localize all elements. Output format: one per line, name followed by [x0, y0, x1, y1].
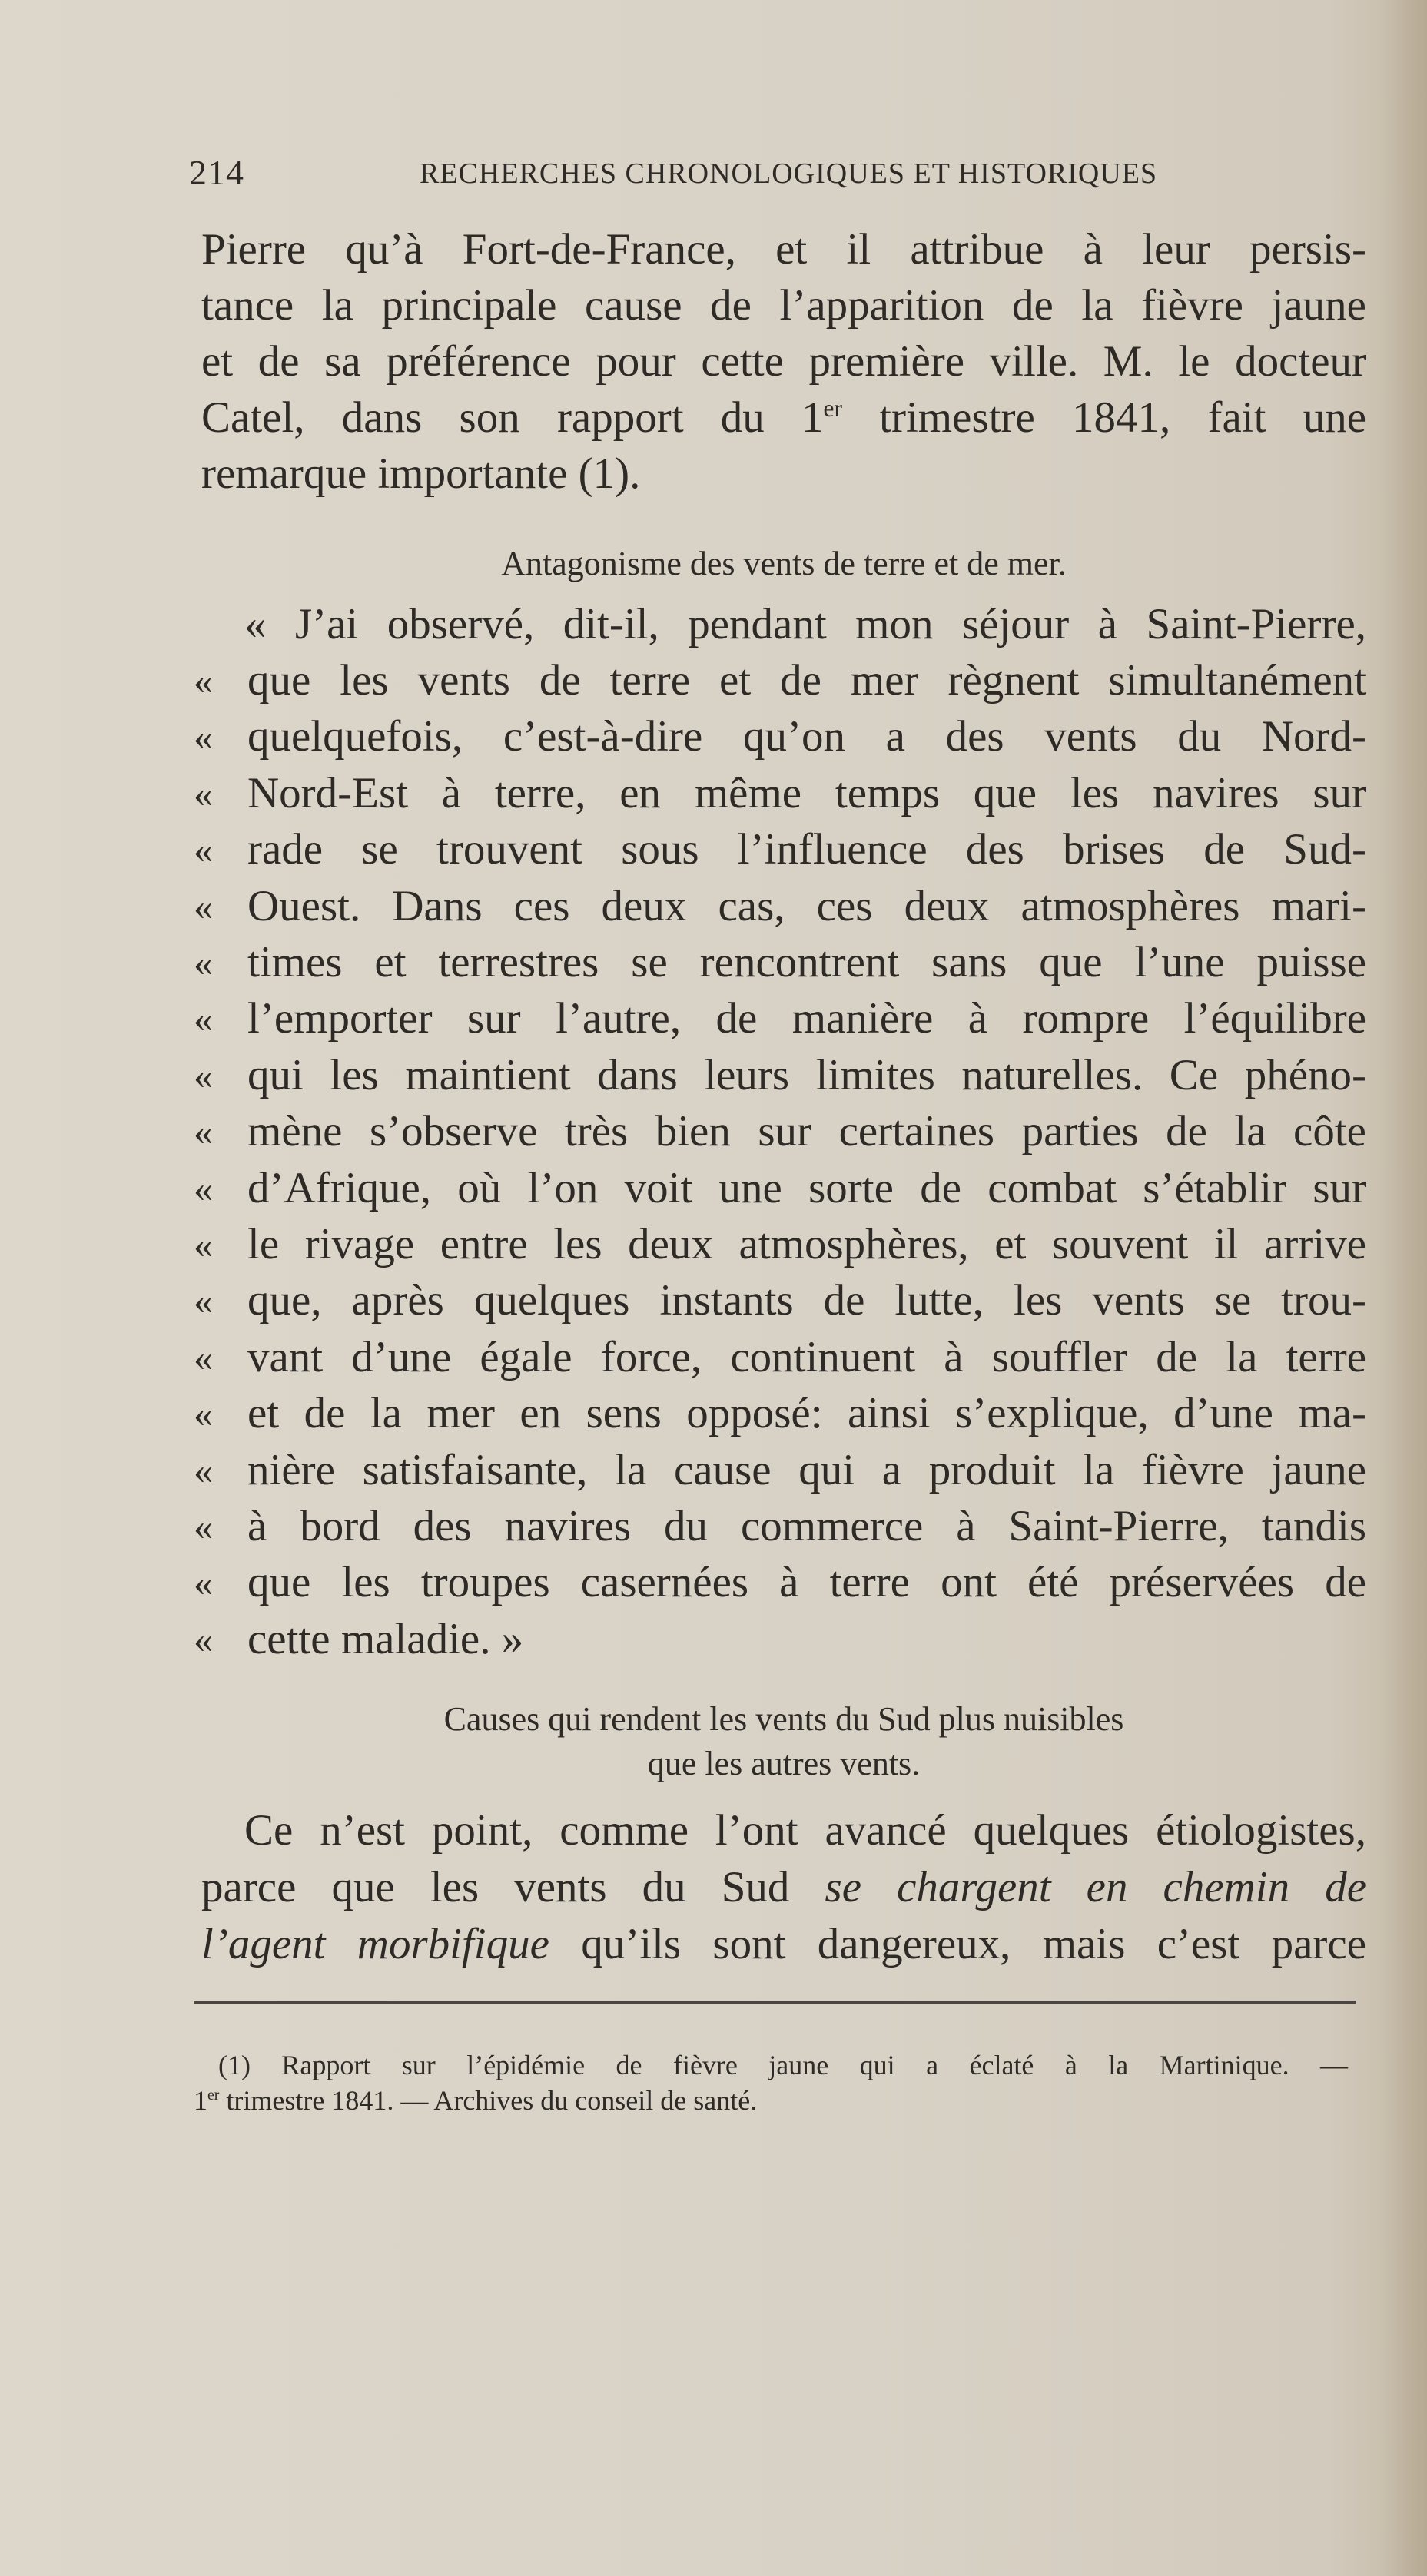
quote-mark: «: [194, 941, 213, 984]
quote-line: « J’ai observé, dit-il, pendant mon séjour à Saint-Pierre,: [244, 600, 1366, 648]
quote-mark: «: [194, 1054, 213, 1097]
quote-mark: «: [194, 1167, 213, 1210]
quote-line: nière satisfaisante, la cause qui a produit la fièvre jaune: [247, 1446, 1366, 1494]
italic-segment: l’agent morbifique: [201, 1920, 549, 1968]
footnote-line: [194, 2084, 757, 2117]
quote-line: que, après quelques instants de lutte, les vents se trou-: [247, 1276, 1366, 1324]
quote-mark: «: [194, 659, 213, 702]
quote-line: cette maladie. »: [247, 1615, 524, 1663]
page-number: 214: [189, 153, 244, 192]
quote-mark: «: [194, 1449, 213, 1492]
quote-mark: «: [194, 1561, 213, 1604]
quote-line: Nord-Est à terre, en même temps que les navires sur: [247, 769, 1366, 817]
running-title: RECHERCHES CHRONOLOGIQUES ET HISTORIQUES: [420, 157, 1158, 190]
quote-mark: «: [194, 1223, 213, 1266]
quote-mark: «: [194, 715, 213, 758]
quote-line: quelquefois, c’est-à-dire qu’on a des vents du Nord-: [247, 712, 1366, 761]
text-line: [201, 1861, 1366, 1915]
quote-mark: «: [194, 997, 213, 1040]
footnote-line: (1) Rapport sur l’épidémie de fièvre jaune qui a éclaté à la Martinique. —: [218, 2050, 1348, 2080]
quote-line: à bord des navires du commerce à Saint-Pierre, tandis: [247, 1502, 1366, 1550]
section-heading: Causes qui rendent les vents du Sud plus nuisibles: [443, 1700, 1124, 1738]
text-segment: 1: [194, 2085, 207, 2116]
quote-mark: «: [194, 885, 213, 928]
superscript: er: [207, 2087, 220, 2104]
text-line: Pierre qu’à Fort-de-France, et il attribue à leur persis-: [201, 225, 1366, 274]
quote-line: et de la mer en sens opposé: ainsi s’explique, d’une ma-: [247, 1389, 1366, 1437]
text-segment: trimestre 1841. — Archives du conseil de santé.: [226, 2085, 758, 2116]
footnote-rule: [194, 2001, 1356, 2004]
italic-segment: se chargent en chemin de: [825, 1863, 1367, 1911]
quote-line: d’Afrique, où l’on voit une sorte de combat s’établir sur: [247, 1164, 1366, 1212]
text-line: [201, 1918, 1366, 1971]
text-line: Ce n’est point, comme l’ont avancé quelques étiologistes,: [244, 1806, 1366, 1855]
quote-line: Ouest. Dans ces deux cas, ces deux atmosphères mari-: [247, 882, 1366, 930]
text-segment: Catel, dans son rapport du 1: [201, 393, 824, 442]
quote-mark: «: [194, 828, 213, 871]
text-line: [201, 391, 1366, 445]
quote-mark: «: [194, 1110, 213, 1153]
section-heading-cont: que les autres vents.: [647, 1745, 921, 1782]
text-segment: parce que les vents du Sud: [201, 1863, 790, 1911]
quote-line: que les troupes casernées à terre ont été préservées de: [247, 1558, 1366, 1606]
quote-mark: «: [194, 1505, 213, 1548]
text-line: tance la principale cause de l’apparition de la fièvre jaune: [201, 281, 1366, 330]
quote-mark: «: [194, 1392, 213, 1435]
text-segment: qu’ils sont dangereux, mais c’est parce: [581, 1920, 1367, 1968]
page-edge-shadow: [1381, 0, 1427, 2576]
quote-mark: «: [194, 772, 213, 815]
quote-line: qui les maintient dans leurs limites naturelles. Ce phéno-: [247, 1051, 1366, 1099]
running-head: [189, 152, 1372, 198]
quote-line: rade se trouvent sous l’influence des brises de Sud-: [247, 825, 1366, 874]
section-heading: Antagonisme des vents de terre et de mer.: [501, 545, 1067, 582]
quote-line: vant d’une égale force, continuent à souffler de la terre: [247, 1333, 1366, 1381]
quote-line: mène s’observe très bien sur certaines parties de la côte: [247, 1107, 1366, 1155]
text-line: remarque importante (1).: [201, 449, 641, 498]
text-segment: trimestre 1841, fait une: [879, 393, 1366, 442]
quote-mark: «: [194, 1618, 213, 1661]
quote-line: que les vents de terre et de mer règnent simultanément: [247, 656, 1366, 705]
quote-mark: «: [194, 1336, 213, 1379]
superscript: er: [823, 395, 842, 422]
quote-line: l’emporter sur l’autre, de manière à rompre l’équilibre: [247, 994, 1366, 1043]
quote-line: le rivage entre les deux atmosphères, et souvent il arrive: [247, 1220, 1366, 1268]
text-line: et de sa préférence pour cette première ville. M. le docteur: [201, 337, 1366, 386]
quote-mark: «: [194, 1279, 213, 1322]
quote-line: times et terrestres se rencontrent sans que l’une puisse: [247, 938, 1366, 986]
